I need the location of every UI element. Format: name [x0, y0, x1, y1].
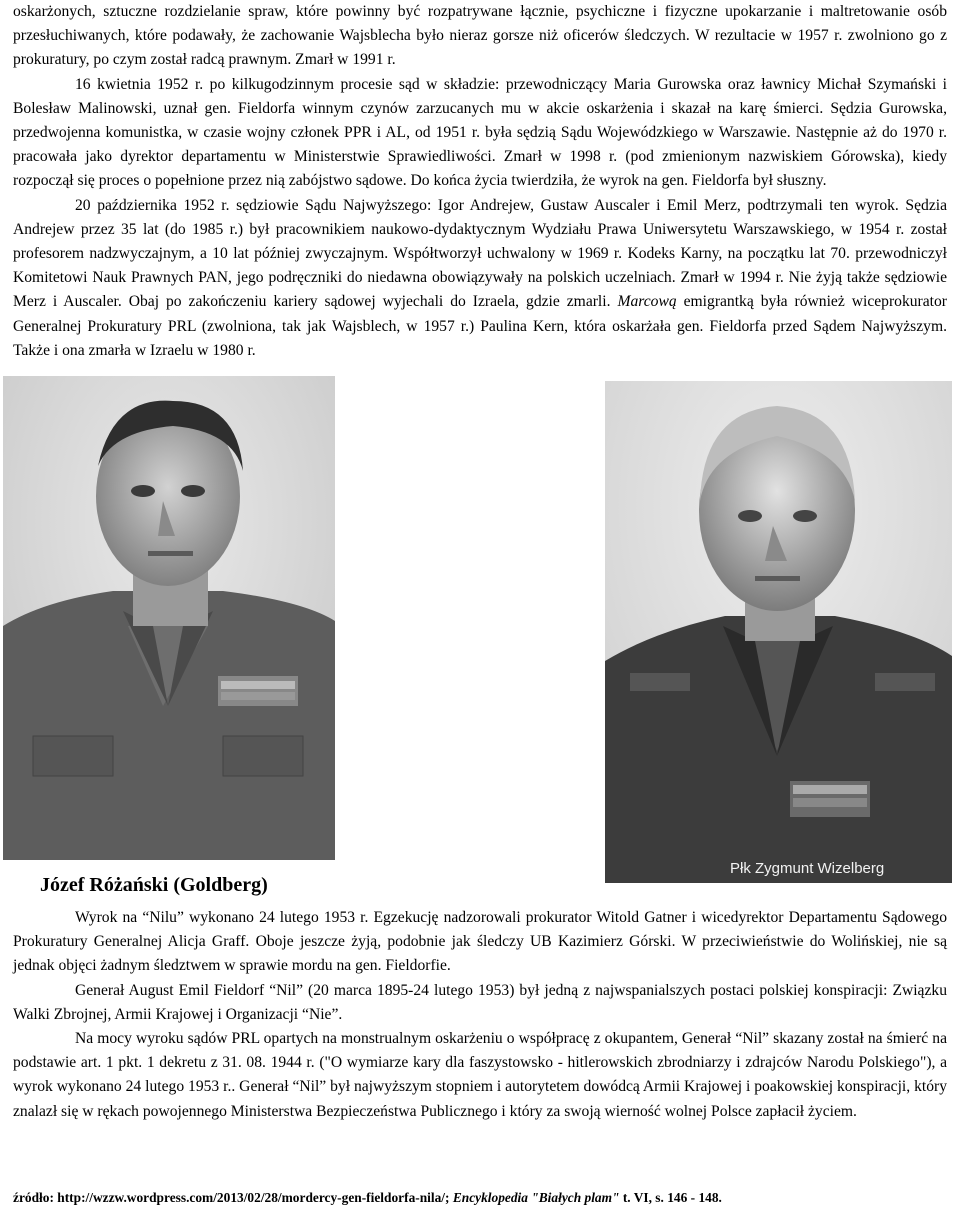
paragraph-sentence: Na mocy wyroku sądów PRL opartych na monstrualnym oskarżeniu o współpracę z okupantem, Generał “Nil” skazany został na śmierć na podstawie art. 1 pkt. 1 dekretu z 31. 08. 1944 r. ("O wymiarze kary dla faszystowsko - hitlerowskich zbrodniarzy i zdrajców Narodu Polskiego"), a wyrok wykonano 24 lutego 1953 r.. Generał “Nil” był najwyższym stopniem i autorytetem dowódcą Armii Krajowej i poakowskiej konspiracji, który znalazł się w rękach powojennego Ministerstwa Bezpieczeństwa Publicznego i który za swoją wierność wolnej Polsce zapłacił życiem. [13, 1030, 947, 1120]
source-citation: źródło: http://wzzw.wordpress.com/2013/02/28/mordercy-gen-fieldorfa-nila/; Encyklopedia "Białych plam" t. VI, s. 146 - 148. [13, 1190, 722, 1205]
top-text [13, 0, 947, 363]
paragraph-gurowska: 16 kwietnia 1952 r. po kilkugodzinnym procesie sąd w składzie: przewodniczący Maria Gurowska oraz ławnicy Michał Szymański i Bolesław Malinowski, uznał gen. Fieldorfa winnym czynów zarzucanych mu w akcie oskarżenia i skazał na karę śmierci. Sędzia Gurowska, przedwojenna komunistka, w czasie wojny członek PPR i AL, od 1951 r. była sędzią Sądu Wojewódzkiego w Warszawie. Następnie aż do 1970 r. pracowała jako dyrektor departamentu w Ministerstwie Sprawiedliwości. Zmarł w 1998 r. (pod zmienionym nazwiskiem Górowska), kiedy rozpoczął się proces o popełnione przez nią zabójstwo sądowe. Do końca życia twierdziła, że wyrok na gen. Fieldorfa był słuszny. [13, 75, 947, 190]
portrait-wizelberg-image [605, 381, 952, 883]
italic-word: Marcową [617, 293, 677, 311]
paragraph-andrejew: 20 października 1952 r. sędziowie Sądu Najwyższego: Igor Andrejew, Gustaw Auscaler i Emil Merz, podtrzymali ten wyrok. Sędzia Andrejew przez 35 lat (do 1985 r.) był pracownikiem naukowo-dydaktycznym Wydziału Prawa Uniwersytetu Warszawskiego, w 1954 r. został profesorem nadzwyczajnym, a 10 lat później zwyczajnym. Współtworzył uchwalony w 1969 r. Kodeks Karny, na początku lat 70. przewodniczył Komitetowi Nauk Prawnych PAN, jego podręczniki do niedawna obowiązywały na polskich uczelniach. Zmarł w 1994 r. Nie żyją także sędziowie Merz i Auscaler. Obaj po zakończeniu kariery sądowej wyjechali do Izraela, gdzie zmarli. Marcową emigrantką była również wiceprokurator Generalnej Prokuratury PRL (zwolniona, tak jak Wajsblech, w 1957 r.) Paulina Kern, która oskarżała gen. Fieldorfa przed Sądem Najwyższym. Także i ona zmarła w Izraelu w 1980 r. [13, 196, 947, 359]
paragraph-wajsblech: oskarżonych, sztuczne rozdzielanie spraw, które powinny być rozpatrywane łącznie, psychiczne i fizyczne upokarzanie i maltretowanie osób przesłuchiwanych, które podawały, że zachowanie Wajsblecha było nieraz gorsze niż oficerów śledczych. W rezultacie w 1957 r. zwolniono go z prokuratury, po czym został radcą prawnym. Zmarł w 1991 r. [13, 3, 947, 69]
portrait-wizelberg [605, 381, 952, 883]
portrait-rozanski-image [3, 376, 335, 860]
caption-wizelberg: Płk Zygmunt Wizelberg [730, 860, 885, 877]
caption-rozanski: Józef Różański (Goldberg) [40, 874, 268, 896]
paragraph-execution: Wyrok na “Nilu” wykonano 24 lutego 1953 r. Egzekucję nadzorowali prokurator Witold Gatner i wicedyrektor Departamentu Sądowego Prokuratury Generalnej Alicja Graff. Oboje jeszcze żyją, podobnie jak śledczy UB Kazimierz Górski. W przeciwieństwie do Wolińskiej, nie są jednak objęci żadnym śledztwem w sprawie mordu na gen. Fieldorfie. [13, 909, 947, 975]
bottom-text [13, 906, 947, 1124]
portrait-rozanski [3, 376, 335, 860]
paragraph-fieldorf: Generał August Emil Fieldorf “Nil” (20 marca 1895-24 lutego 1953) był jedną z najwspanialszych postaci polskiej konspiracji: Związku Walki Zbrojnej, Armii Krajowej i Organizacji “Nie”. [13, 981, 947, 1023]
